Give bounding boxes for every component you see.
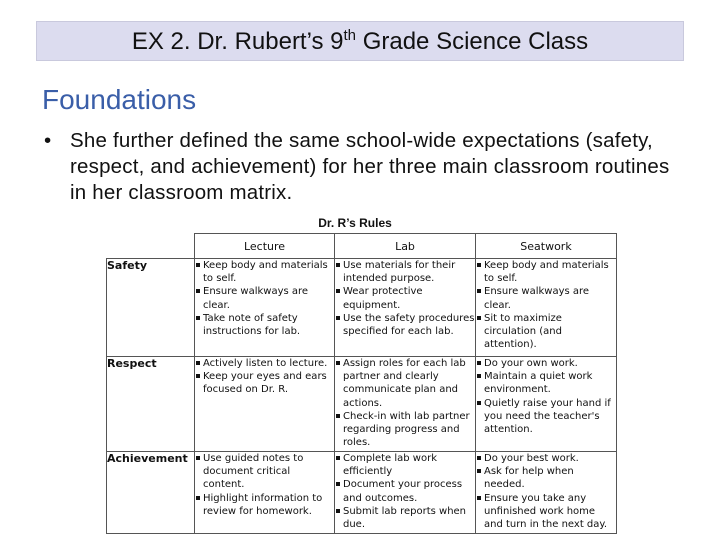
expectation-item: Do your own work.	[476, 357, 616, 370]
expectation-item: Wear protective equipment.	[335, 285, 475, 311]
expectation-list	[195, 452, 334, 518]
column-header: Seatwork	[476, 234, 617, 259]
expectation-item: Ensure walkways are clear.	[195, 285, 334, 311]
expectation-item: Check-in with lab partner regarding progress and roles.	[335, 410, 475, 450]
column-header: Lecture	[195, 234, 335, 259]
expectation-item: Complete lab work efficiently	[335, 452, 475, 478]
matrix-corner	[107, 234, 195, 259]
expectation-item: Take note of safety instructions for lab.	[195, 312, 334, 338]
expectation-item: Highlight information to review for homework.	[195, 492, 334, 518]
matrix-cell	[195, 259, 335, 357]
matrix-cell	[335, 259, 476, 357]
expectation-item: Assign roles for each lab partner and clearly communicate plan and actions.	[335, 357, 475, 410]
matrix-row	[107, 452, 617, 534]
expectation-item: Submit lab reports when due.	[335, 505, 475, 531]
expectation-list	[195, 357, 334, 397]
expectation-item: Sit to maximize circulation (and attention).	[476, 312, 616, 352]
row-label: Safety	[107, 259, 195, 357]
row-label: Achievement	[107, 452, 195, 534]
matrix-row	[107, 259, 617, 357]
expectation-list	[335, 357, 475, 449]
matrix-cell	[195, 357, 335, 452]
column-header: Lab	[335, 234, 476, 259]
expectation-item: Maintain a quiet work environment.	[476, 370, 616, 396]
expectation-item: Use guided notes to document critical content.	[195, 452, 334, 492]
expectation-item: Keep body and materials to self.	[195, 259, 334, 285]
expectation-item: Ensure walkways are clear.	[476, 285, 616, 311]
expectation-item: Do your best work.	[476, 452, 616, 465]
page-title: EX 2. Dr. Rubert’s 9th Grade Science Class	[131, 26, 589, 55]
matrix-cell	[335, 357, 476, 452]
expectation-list	[195, 259, 334, 338]
matrix-cell	[476, 357, 617, 452]
matrix-header-row	[107, 234, 617, 259]
row-label: Respect	[107, 357, 195, 452]
bullet-text: She further defined the same school-wide expectations (safety, respect, and achievement) for her three main classroom routines in her classroom matrix.	[70, 129, 670, 204]
expectation-item: Use materials for their intended purpose.	[335, 259, 475, 285]
expectation-item: Keep your eyes and ears focused on Dr. R.	[195, 370, 334, 396]
expectation-list	[476, 357, 616, 436]
matrix-cell	[335, 452, 476, 534]
bullet-point	[44, 128, 684, 206]
expectation-list	[476, 259, 616, 351]
matrix-cell	[476, 452, 617, 534]
expectation-item: Ensure you take any unfinished work home and turn in the next day.	[476, 492, 616, 532]
expectation-item: Keep body and materials to self.	[476, 259, 616, 285]
title-bar	[36, 21, 684, 61]
expectation-item: Ask for help when needed.	[476, 465, 616, 491]
matrix-row	[107, 357, 617, 452]
section-heading: Foundations	[42, 84, 197, 115]
expectation-list	[335, 452, 475, 531]
expectation-item: Document your process and outcomes.	[335, 478, 475, 504]
classroom-matrix	[106, 233, 617, 534]
expectation-item: Use the safety procedures specified for each lab.	[335, 312, 475, 338]
matrix-cell	[195, 452, 335, 534]
expectation-list	[476, 452, 616, 531]
expectation-item: Actively listen to lecture.	[195, 357, 334, 370]
expectation-item: Quietly raise your hand if you need the teacher's attention.	[476, 397, 616, 437]
bullet-icon: •	[44, 129, 52, 152]
expectation-list	[335, 259, 475, 338]
matrix-cell	[476, 259, 617, 357]
matrix-title: Dr. R’s Rules	[318, 216, 392, 230]
